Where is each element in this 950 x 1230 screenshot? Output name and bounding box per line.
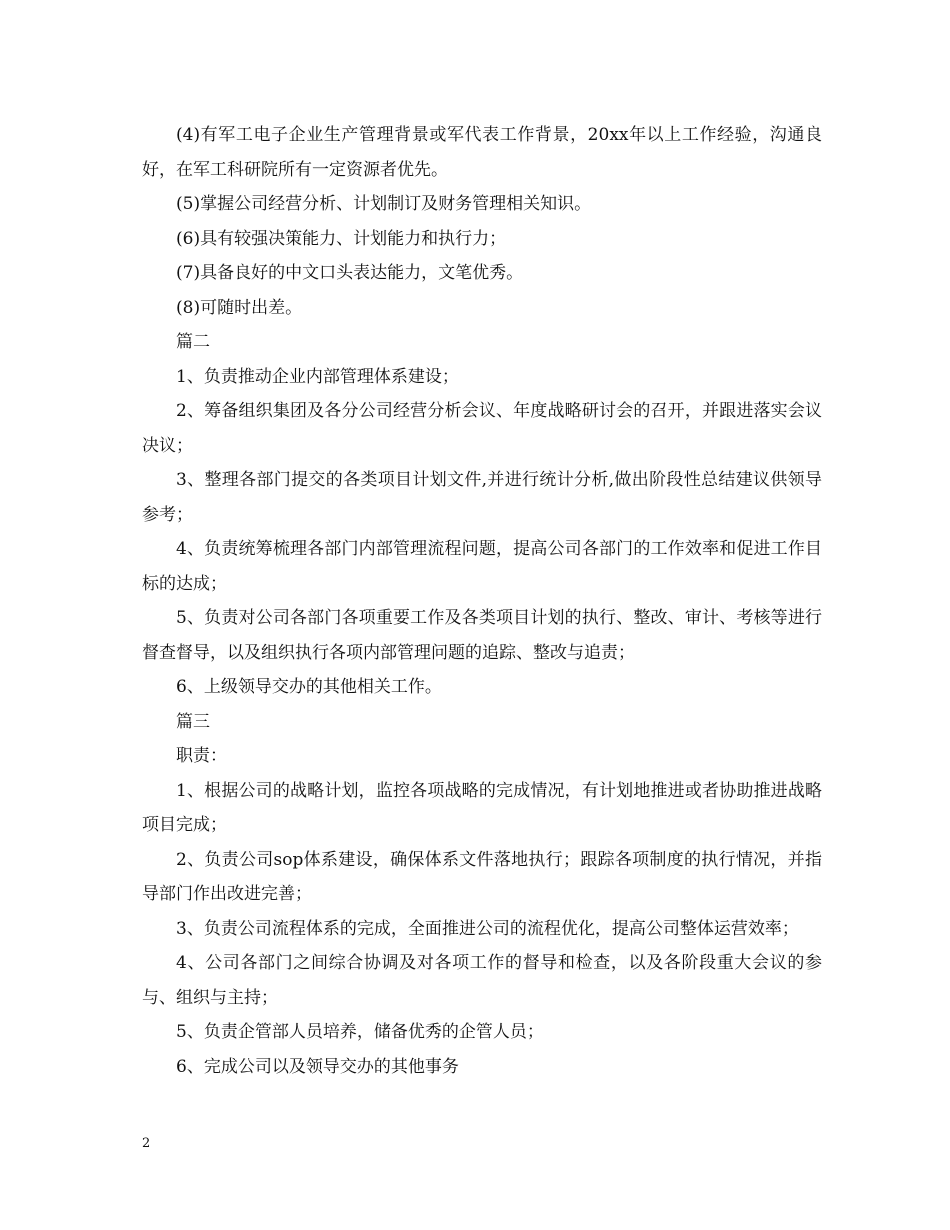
subheading: 职责： [176,746,227,766]
paragraph: 4、公司各部门之间综合协调及对各项工作的督导和检查，以及各阶段重大会议的参与、组织与主持； [142,953,822,1008]
paragraph: 3、负责公司流程体系的完成，全面推进公司的流程优化，提高公司整体运营效率； [176,918,799,939]
paragraph: 1、负责推动企业内部管理体系建设； [176,366,459,387]
paragraph: 5、负责企管部人员培养，储备优秀的企管人员； [176,1022,544,1042]
paragraph: 5、负责对公司各部门各项重要工作及各类项目计划的执行、整改、审计、考核等进行督查督导，以及组织执行各项内部管理问题的追踪、整改与追责； [142,608,822,663]
paragraph: (7)具备良好的中文口头表达能力，文笔优秀。 [176,263,524,283]
paragraph: 1、根据公司的战略计划，监控各项战略的完成情况，有计划地推进或者协助推进战略项目完成； [142,780,822,835]
section-heading: 篇三 [176,711,210,732]
paragraph: 2、筹备组织集团及各分公司经营分析会议、年度战略研讨会的召开，并跟进落实会议决议； [142,401,822,456]
paragraph: 6、完成公司以及领导交办的其他事务 [176,1056,459,1077]
paragraph: 4、负责统筹梳理各部门内部管理流程问题，提高公司各部门的工作效率和促进工作目标的达成； [142,539,822,594]
paragraph: (4)有军工电子企业生产管理背景或军代表工作背景，20xx年以上工作经验，沟通良好，在军工科研院所有一定资源者优先。 [142,125,822,180]
document-body [142,118,822,1084]
paragraph: 6、上级领导交办的其他相关工作。 [176,677,442,697]
paragraph: (6)具有较强决策能力、计划能力和执行力； [176,228,507,249]
page-number: 2 [142,1136,151,1151]
paragraph: 3、整理各部门提交的各类项目计划文件,并进行统计分析,做出阶段性总结建议供领导参考； [142,470,822,525]
paragraph: (8)可随时出差。 [176,297,303,318]
paragraph: (5)掌握公司经营分析、计划制订及财务管理相关知识。 [176,194,592,214]
section-heading: 篇二 [176,332,210,352]
paragraph: 2、负责公司sop体系建设，确保体系文件落地执行；跟踪各项制度的执行情况，并指导部门作出改进完善； [142,849,822,904]
